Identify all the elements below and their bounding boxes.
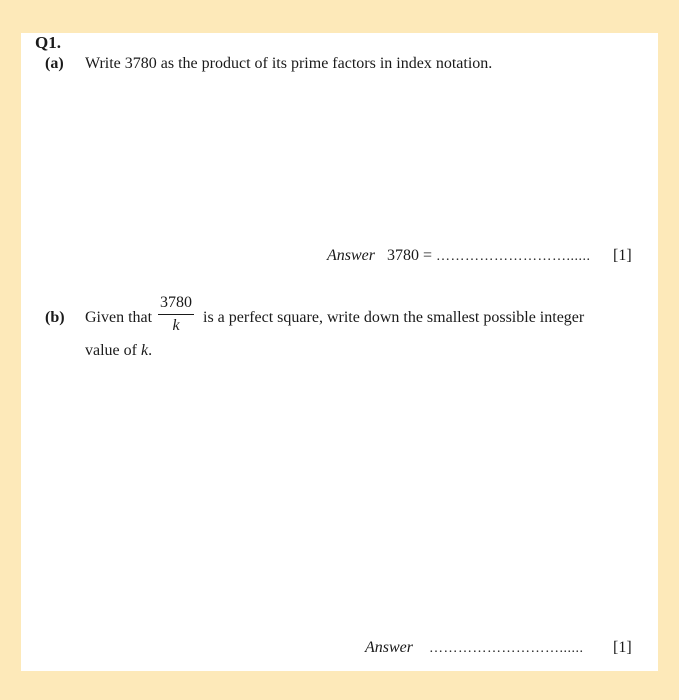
part-b-answer-label: Answer <box>365 639 413 656</box>
part-b-variable-k: k <box>140 342 149 359</box>
part-a-marks: [1] <box>613 247 632 264</box>
part-a-answer-label: Answer <box>327 247 375 264</box>
part-b-answer-dots: ………………………...... <box>429 641 584 656</box>
part-b-line2 <box>85 342 152 360</box>
part-a-label: (a) <box>45 55 64 72</box>
part-a-answer-line <box>327 247 591 265</box>
part-b-line2-text: value of <box>85 342 137 359</box>
part-a-answer-prefix: 3780 = <box>387 247 433 264</box>
exam-page <box>21 33 658 671</box>
fraction-numerator: 3780 <box>158 295 194 315</box>
part-b-answer-line <box>365 639 584 657</box>
part-b-text-before: Given that <box>85 309 153 326</box>
question-number: Q1. <box>35 33 61 52</box>
part-b-text-after: is a perfect square, write down the smallest possible integer <box>203 309 585 326</box>
fraction-denominator: k <box>172 317 180 334</box>
part-b-marks: [1] <box>613 639 632 656</box>
part-b-line2-end: . <box>148 342 153 359</box>
part-a-answer-dots: ………………………...... <box>436 249 591 264</box>
part-a-question-text: Write 3780 as the product of its prime factors in index notation. <box>85 55 493 72</box>
fraction <box>158 295 194 334</box>
part-b-label: (b) <box>45 309 65 326</box>
